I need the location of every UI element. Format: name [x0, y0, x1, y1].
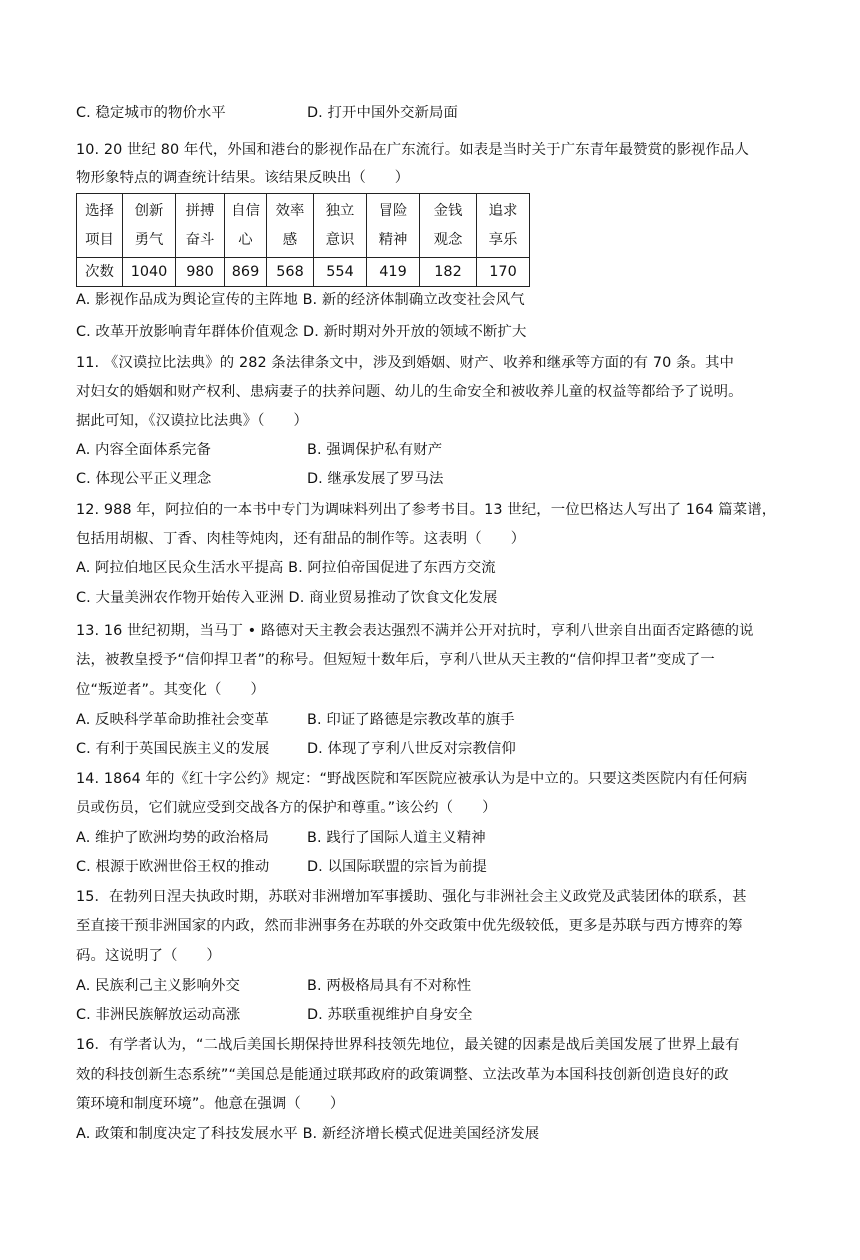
table-cell: 869 [225, 258, 267, 287]
q11-options-cd [76, 470, 443, 488]
table-cell: 568 [267, 258, 314, 287]
q14-option-b: B. 践行了国际人道主义精神 [307, 830, 486, 846]
q13-options-ab [76, 711, 515, 729]
q15-stem-line-2: 至直接干预非洲国家的内政，然而非洲事务在苏联的外交政策中优先级较低，更多是苏联与西方博弈的筹 [76, 918, 743, 934]
table-header-cell: 创新 勇气 [123, 194, 176, 258]
table-header-cell: 追求 享乐 [477, 194, 530, 258]
q11-stem-line-2: 对妇女的婚姻和财产权利、患病妻子的扶养问题、幼儿的生命安全和被收养儿童的权益等都给予了说明。 [76, 384, 743, 400]
q13-stem-line-2: 法，被教皇授予“信仰捍卫者”的称号。但短短十数年后，亨利八世从天主教的“信仰捍卫者”变成了一 [76, 652, 715, 668]
q13-option-a: A. 反映科学革命助推社会变革 [76, 712, 269, 728]
table-header-row [77, 194, 530, 258]
q14-option-a: A. 维护了欧洲均势的政治格局 [76, 830, 269, 846]
q15-option-d: D. 苏联重视维护自身安全 [307, 1007, 473, 1023]
table-cell: 980 [176, 258, 225, 287]
q12-stem-line-1: 12. 988 年，阿拉伯的一本书中专门为调味料列出了参考书目。13 世纪，一位巴格达人写出了 164 篇菜谱， [76, 502, 777, 518]
q12-options-ab: A. 阿拉伯地区民众生活水平提高 B. 阿拉伯帝国促进了东西方交流 [76, 560, 496, 576]
q16-stem-line-3: 策环境和制度环境”。他意在强调（ ） [76, 1096, 345, 1112]
table-cell: 1040 [123, 258, 176, 287]
q14-option-c: C. 根源于欧洲世俗王权的推动 [76, 859, 270, 875]
q13-stem-line-1: 13. 16 世纪初期，当马丁 • 路德对天主教会表达强烈不满并公开对抗时，亨利八世亲自出面否定路德的说 [76, 623, 754, 639]
q9-option-d: D. 打开中国外交新局面 [307, 105, 458, 121]
table-count-label: 次数 [77, 258, 123, 287]
q15-option-b: B. 两极格局具有不对称性 [307, 978, 472, 994]
q12-options-cd: C. 大量美洲农作物开始传入亚洲 D. 商业贸易推动了饮食文化发展 [76, 590, 498, 606]
q14-stem-line-2: 员或伤员，它们就应受到交战各方的保护和尊重。”该公约（ ） [76, 800, 497, 816]
q14-options-ab [76, 829, 486, 847]
q11-stem-line-3: 据此可知，《汉谟拉比法典》（ ） [76, 413, 308, 429]
q11-option-b: B. 强调保护私有财产 [307, 442, 443, 458]
q15-option-c: C. 非洲民族解放运动高涨 [76, 1007, 241, 1023]
table-cell: 170 [477, 258, 530, 287]
table-header-cell: 拼搏 奋斗 [176, 194, 225, 258]
q11-option-d: D. 继承发展了罗马法 [307, 471, 444, 487]
q11-stem-line-1: 11. 《汉谟拉比法典》的 282 条法律条文中，涉及到婚姻、财产、收养和继承等方面的有 70 条。其中 [76, 355, 734, 371]
q14-option-d: D. 以国际联盟的宗旨为前提 [307, 859, 487, 875]
table-cell: 419 [367, 258, 420, 287]
table-header-cell: 冒险 精神 [367, 194, 420, 258]
table-cell: 182 [420, 258, 477, 287]
table-header-cell: 独立 意识 [314, 194, 367, 258]
q16-options-ab: A. 政策和制度决定了科技发展水平 B. 新经济增长模式促进美国经济发展 [76, 1126, 540, 1142]
q15-options-ab [76, 977, 471, 995]
q13-option-b: B. 印证了路德是宗教改革的旗手 [307, 712, 515, 728]
q12-stem-line-2: 包括用胡椒、丁香、肉桂等炖肉，还有甜品的制作等。这表明（ ） [76, 531, 526, 547]
table-header-cell: 效率 感 [267, 194, 314, 258]
q15-stem-line-1: 15．在勃列日涅夫执政时期，苏联对非洲增加军事援助、强化与非洲社会主义政党及武装团体的联系，甚 [76, 889, 747, 905]
table-header-cell: 金钱 观念 [420, 194, 477, 258]
q13-option-d: D. 体现了亨利八世反对宗教信仰 [307, 741, 516, 757]
q13-options-cd [76, 740, 516, 758]
q10-stem-line-1: 10. 20 世纪 80 年代，外国和港台的影视作品在广东流行。如表是当时关于广东青年最赞赏的影视作品人 [76, 142, 750, 158]
q15-options-cd [76, 1006, 472, 1024]
table-cell: 554 [314, 258, 367, 287]
q9-options-cd [76, 104, 458, 122]
q10-stem-line-2: 物形象特点的调查统计结果。该结果反映出（ ） [76, 170, 410, 186]
q13-option-c: C. 有利于英国民族主义的发展 [76, 741, 270, 757]
q15-option-a: A. 民族利己主义影响外交 [76, 978, 240, 994]
q14-stem-line-1: 14. 1864 年的《红十字公约》规定：“野战医院和军医院应被承认为是中立的。只要这类医院内有任何病 [76, 771, 748, 787]
q13-stem-line-3: 位“叛逆者”。其变化（ ） [76, 682, 265, 698]
q10-survey-table [76, 193, 530, 287]
q11-option-a: A. 内容全面体系完备 [76, 442, 211, 458]
q11-option-c: C. 体现公平正义理念 [76, 471, 212, 487]
q16-stem-line-1: 16．有学者认为，“二战后美国长期保持世界科技领先地位，最关键的因素是战后美国发展了世界上最有 [76, 1037, 740, 1053]
table-row [77, 258, 530, 287]
q14-options-cd [76, 858, 487, 876]
q16-stem-line-2: 效的科技创新生态系统”“美国总是能通过联邦政府的政策调整、立法改革为本国科技创新创造良好的政 [76, 1067, 729, 1083]
q15-stem-line-3: 码。这说明了（ ） [76, 948, 221, 964]
q10-options-ab: A. 影视作品成为舆论宣传的主阵地 B. 新的经济体制确立改变社会风气 [76, 292, 525, 308]
q10-options-cd: C. 改革开放影响青年群体价值观念 D. 新时期对外开放的领域不断扩大 [76, 324, 527, 340]
table-header-cell: 自信 心 [225, 194, 267, 258]
table-header-cell: 选择 项目 [77, 194, 123, 258]
q11-options-ab [76, 441, 442, 459]
q9-option-c: C. 稳定城市的物价水平 [76, 105, 226, 121]
